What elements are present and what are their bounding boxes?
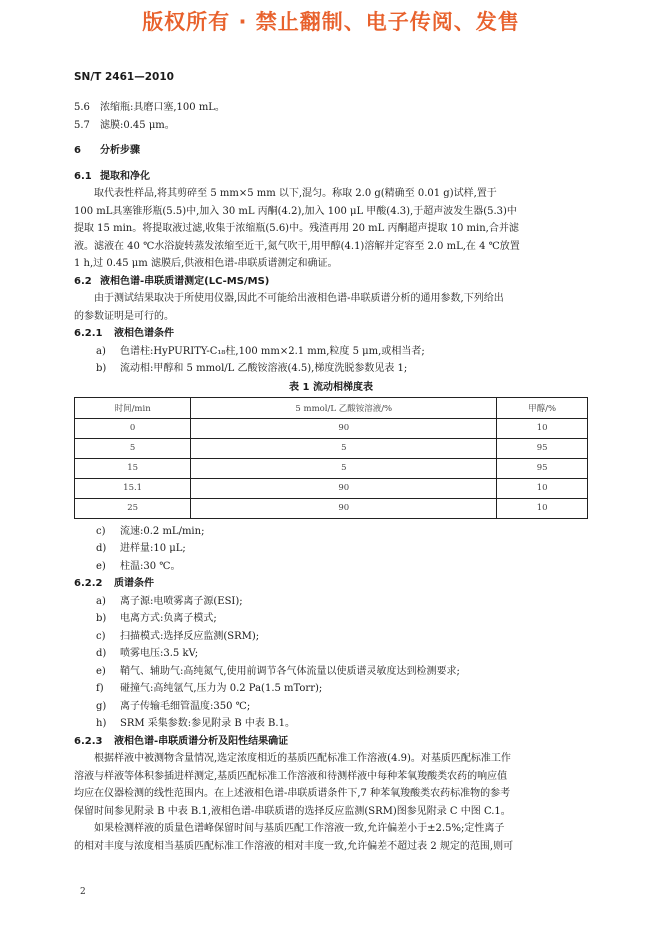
table-header-cell: 时间/min	[75, 397, 191, 418]
list-label: g)	[96, 700, 107, 712]
table-cell: 0	[75, 418, 191, 438]
list-item	[74, 343, 588, 361]
table-row	[75, 458, 588, 478]
list-item	[74, 360, 588, 378]
table-cell: 15	[75, 458, 191, 478]
table-header-cell: 甲醇/%	[497, 397, 588, 418]
section-title: 提取和净化	[100, 170, 150, 182]
paragraph-line: 的参数证明是可行的。	[74, 310, 174, 322]
section-title: 液相色谱-串联质谱测定(LC-MS/MS)	[100, 275, 270, 287]
list-text: 柱温:30 ℃。	[120, 560, 181, 572]
section-title: 液相色谱-串联质谱分析及阳性结果确证	[114, 735, 289, 747]
item-number: 5.7	[74, 119, 90, 131]
copyright-watermark: 版权所有 · 禁止翻制、电子传阅、发售	[142, 10, 520, 34]
paragraph-line: 取代表性样品,将其剪碎至 5 mm×5 mm 以下,混匀。称取 2.0 g(精确至 0.01 g)试样,置于	[94, 188, 497, 199]
section-6-2-2-heading	[74, 575, 588, 593]
gradient-table	[74, 397, 588, 519]
section-title: 质谱条件	[114, 578, 154, 589]
section-number: 6.1	[74, 170, 92, 182]
list-item	[74, 698, 588, 716]
paragraph-line: 100 mL具塞锥形瓶(5.5)中,加入 30 mL 丙酮(4.2),加入 100 μL 甲酸(4.3),于超声波发生器(5.3)中	[74, 205, 517, 217]
list-text: 离子传输毛细管温度:350 ℃;	[120, 700, 251, 712]
list-item	[74, 680, 588, 698]
list-label: e)	[96, 665, 106, 677]
section-number: 6	[74, 145, 81, 156]
table-cell: 90	[191, 478, 497, 498]
table-row	[75, 498, 588, 518]
section-number: 6.2	[74, 275, 92, 287]
table-cell: 25	[75, 498, 191, 518]
paragraph-line: 根据样液中被测物含量情况,选定浓度相近的基质匹配标准工作溶液(4.9)。对基质匹配标准工作	[94, 753, 511, 764]
list-text: 色谱柱:HyPURITY-C₁₈柱,100 mm×2.1 mm,粒度 5 μm,或相当者;	[120, 345, 425, 357]
section-6-1-heading	[74, 168, 588, 186]
list-item	[74, 593, 588, 611]
list-label: d)	[96, 543, 107, 554]
list-label: b)	[96, 613, 107, 624]
list-label: a)	[96, 595, 106, 607]
table-cell: 15.1	[75, 478, 191, 498]
table-cell: 90	[191, 498, 497, 518]
list-item	[74, 523, 588, 541]
list-text: 进样量:10 μL;	[120, 543, 186, 554]
section-number: 6.2.2	[74, 578, 103, 589]
list-text: 流速:0.2 mL/min;	[120, 525, 205, 537]
list-text: 碰撞气:高纯氩气,压力为 0.2 Pa(1.5 mTorr);	[120, 683, 323, 694]
list-text: 流动相:甲醇和 5 mmol/L 乙酸铵溶液(4.5),梯度洗脱参数见表 1;	[120, 363, 408, 374]
page-number: 2	[80, 887, 86, 897]
item-text: 浓缩瓶:具磨口塞,100 mL。	[100, 102, 225, 113]
section-6-2-3-heading	[74, 733, 588, 751]
list-item	[74, 715, 588, 733]
list-item	[74, 645, 588, 663]
table-row	[75, 418, 588, 438]
list-label: c)	[96, 525, 106, 537]
section-6-2-heading	[74, 273, 588, 291]
paragraph-line: 如果检测样液的质量色谱峰保留时间与基质匹配工作溶液一致,允许偏差小于±2.5%;定性离子	[94, 823, 505, 834]
list-item	[74, 540, 588, 558]
table-cell: 95	[497, 438, 588, 458]
section-6-heading	[74, 142, 588, 160]
item-text: 滤膜:0.45 μm。	[100, 119, 175, 131]
table-cell: 10	[497, 418, 588, 438]
paragraph-line: 提取 15 min。将提取液过滤,收集于浓缩瓶(5.6)中。残渣再用 20 mL 丙酮超声提取 10 min,合并滤	[74, 223, 519, 234]
table-header-row	[75, 397, 588, 418]
list-item	[74, 558, 588, 576]
list-text: 电离方式:负离子模式;	[120, 613, 217, 624]
paragraph-line: 液。滤液在 40 ℃水浴旋转蒸发浓缩至近干,氮气吹干,用甲醇(4.1)溶解并定容至 2.0 mL,在 4 ℃放置	[74, 240, 520, 252]
document-body	[74, 99, 588, 855]
list-text: 扫描模式:选择反应监测(SRM);	[120, 630, 260, 642]
table-row	[75, 438, 588, 458]
table-cell: 90	[191, 418, 497, 438]
table-row	[75, 478, 588, 498]
table-cell: 5	[191, 438, 497, 458]
list-label: d)	[96, 648, 107, 659]
section-6-2-1-heading	[74, 325, 588, 343]
list-label: c)	[96, 630, 106, 642]
list-label: f)	[96, 683, 104, 694]
paragraph-line: 溶液与样液等体积参插进样测定,基质匹配标准工作溶液和待测样液中每种苯氧羧酸类农药的响应值	[74, 770, 508, 782]
table-caption: 表 1 流动相梯度表	[289, 381, 373, 393]
table-cell: 5	[75, 438, 191, 458]
list-label: h)	[96, 718, 107, 729]
table-cell: 10	[497, 498, 588, 518]
list-text: SRM 采集参数:参见附录 B 中表 B.1。	[120, 718, 295, 729]
paragraph-line: 1 h,过 0.45 μm 滤膜后,供液相色谱-串联质谱测定和确证。	[74, 258, 338, 269]
section-number: 6.2.1	[74, 328, 103, 339]
list-item	[74, 610, 588, 628]
standard-number: SN/T 2461—2010	[74, 71, 174, 83]
paragraph-line: 保留时间参见附录 B 中表 B.1,液相色谱-串联质谱的选择反应监测(SRM)图参见附录 C 中图 C.1。	[74, 805, 511, 817]
list-item	[74, 663, 588, 681]
section-title: 分析步骤	[100, 145, 140, 156]
item-5-7	[74, 117, 588, 135]
list-text: 喷雾电压:3.5 kV;	[120, 648, 199, 659]
list-text: 离子源:电喷雾离子源(ESI);	[120, 595, 243, 607]
list-label: a)	[96, 345, 106, 357]
list-item	[74, 628, 588, 646]
paragraph-line: 的相对丰度与浓度相当基质匹配标准工作溶液的相对丰度一致,允许偏差不超过表 2 规定的范围,则可	[74, 840, 514, 852]
paragraph-line: 均应在仪器检测的线性范围内。在上述液相色谱-串联质谱条件下,7 种苯氧羧酸类农药标准物的参考	[74, 788, 511, 799]
table-header-cell: 5 mmol/L 乙酸铵溶液/%	[191, 397, 497, 418]
table-cell: 95	[497, 458, 588, 478]
section-title: 液相色谱条件	[114, 328, 174, 339]
table-cell: 10	[497, 478, 588, 498]
list-label: b)	[96, 363, 107, 374]
list-text: 鞘气、辅助气:高纯氮气,使用前调节各气体流量以使质谱灵敏度达到检测要求;	[120, 665, 460, 677]
item-5-6	[74, 99, 588, 117]
table-cell: 5	[191, 458, 497, 478]
list-label: e)	[96, 560, 106, 572]
paragraph-line: 由于测试结果取决于所使用仪器,因此不可能给出液相色谱-串联质谱分析的通用参数,下列给出	[94, 293, 504, 304]
item-number: 5.6	[74, 102, 90, 113]
section-number: 6.2.3	[74, 735, 103, 747]
